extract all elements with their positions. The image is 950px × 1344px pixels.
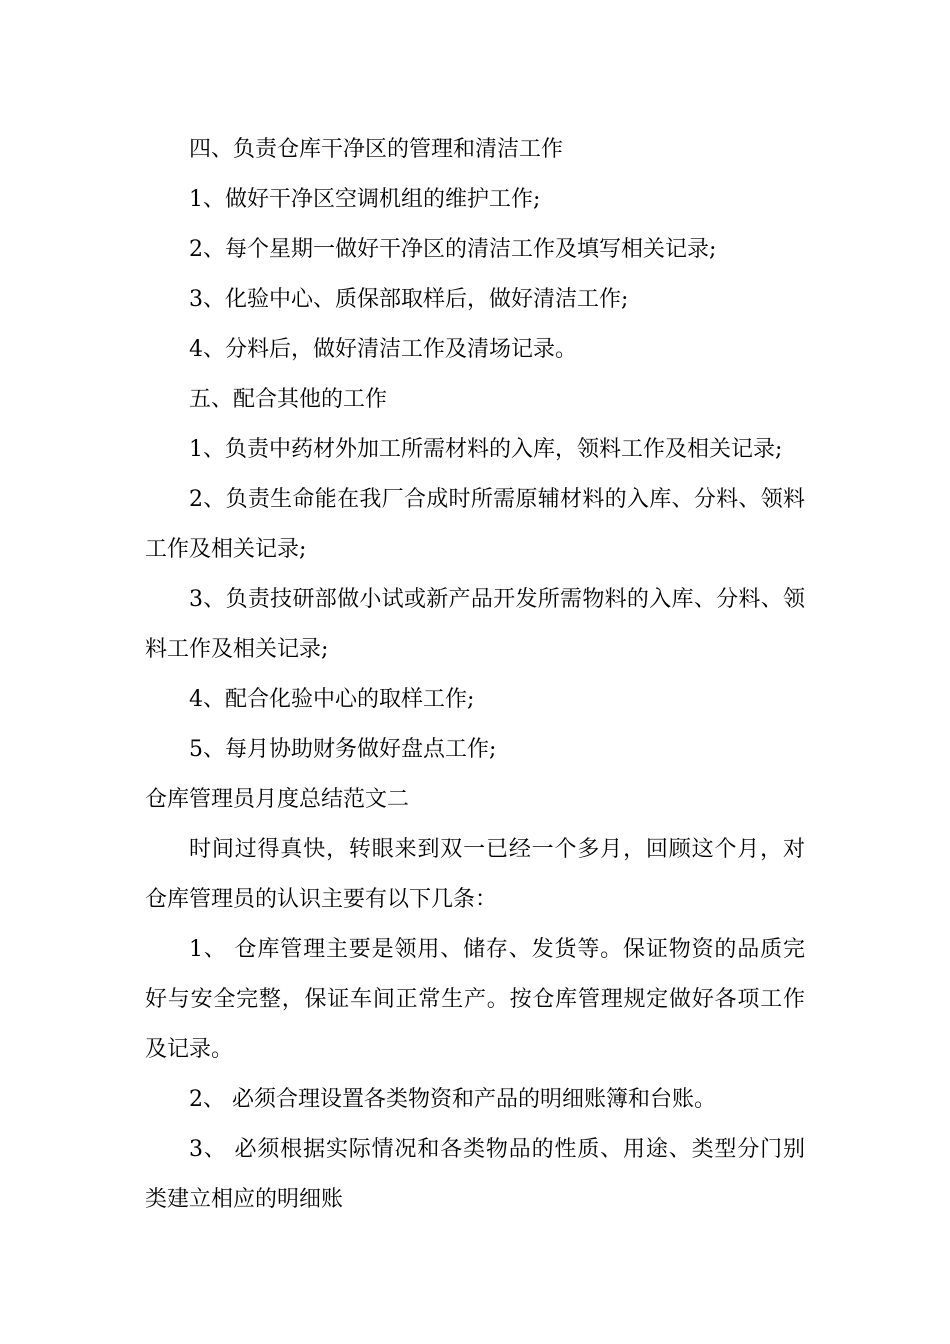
paragraph-line: 及记录。	[145, 1037, 234, 1062]
paragraph-line: 2、 必须合理设置各类物资和产品的明细账簿和台账。	[189, 1087, 716, 1112]
paragraph-line: 4、分料后，做好清洁工作及清场记录。	[189, 337, 577, 362]
paragraph-line: 1、做好干净区空调机组的维护工作;	[189, 187, 541, 212]
paragraph-line: 3、化验中心、质保部取样后，做好清洁工作;	[189, 287, 629, 312]
paragraph-line: 仓库管理员的认识主要有以下几条：	[145, 887, 498, 912]
document-body	[145, 125, 805, 1225]
paragraph-line: 3、 必须根据实际情况和各类物品的性质、用途、类型分门别	[189, 1137, 805, 1162]
paragraph-line: 2、每个星期一做好干净区的清洁工作及填写相关记录;	[189, 237, 717, 262]
paragraph-line: 时间过得真快，转眼来到双一已经一个多月，回顾这个月，对	[189, 837, 805, 862]
paragraph-line: 5、每月协助财务做好盘点工作;	[189, 737, 497, 762]
article-title: 仓库管理员月度总结范文二	[145, 787, 410, 812]
section-heading-five: 五、配合其他的工作	[189, 387, 388, 412]
paragraph-line: 好与安全完整，保证车间正常生产。按仓库管理规定做好各项工作	[145, 987, 805, 1012]
paragraph-line: 3、负责技研部做小试或新产品开发所需物料的入库、分料、领	[189, 587, 805, 612]
paragraph-line: 4、配合化验中心的取样工作;	[189, 687, 475, 712]
section-heading-four: 四、负责仓库干净区的管理和清洁工作	[189, 137, 564, 162]
paragraph-line: 料工作及相关记录;	[145, 637, 329, 662]
paragraph-line: 1、 仓库管理主要是领用、储存、发货等。保证物资的品质完	[189, 937, 805, 962]
paragraph-line: 2、负责生命能在我厂合成时所需原辅材料的入库、分料、领料	[189, 487, 805, 512]
paragraph-line: 1、负责中药材外加工所需材料的入库，领料工作及相关记录;	[189, 437, 783, 462]
paragraph-line: 工作及相关记录;	[145, 537, 307, 562]
paragraph-line: 类建立相应的明细账	[145, 1187, 344, 1212]
